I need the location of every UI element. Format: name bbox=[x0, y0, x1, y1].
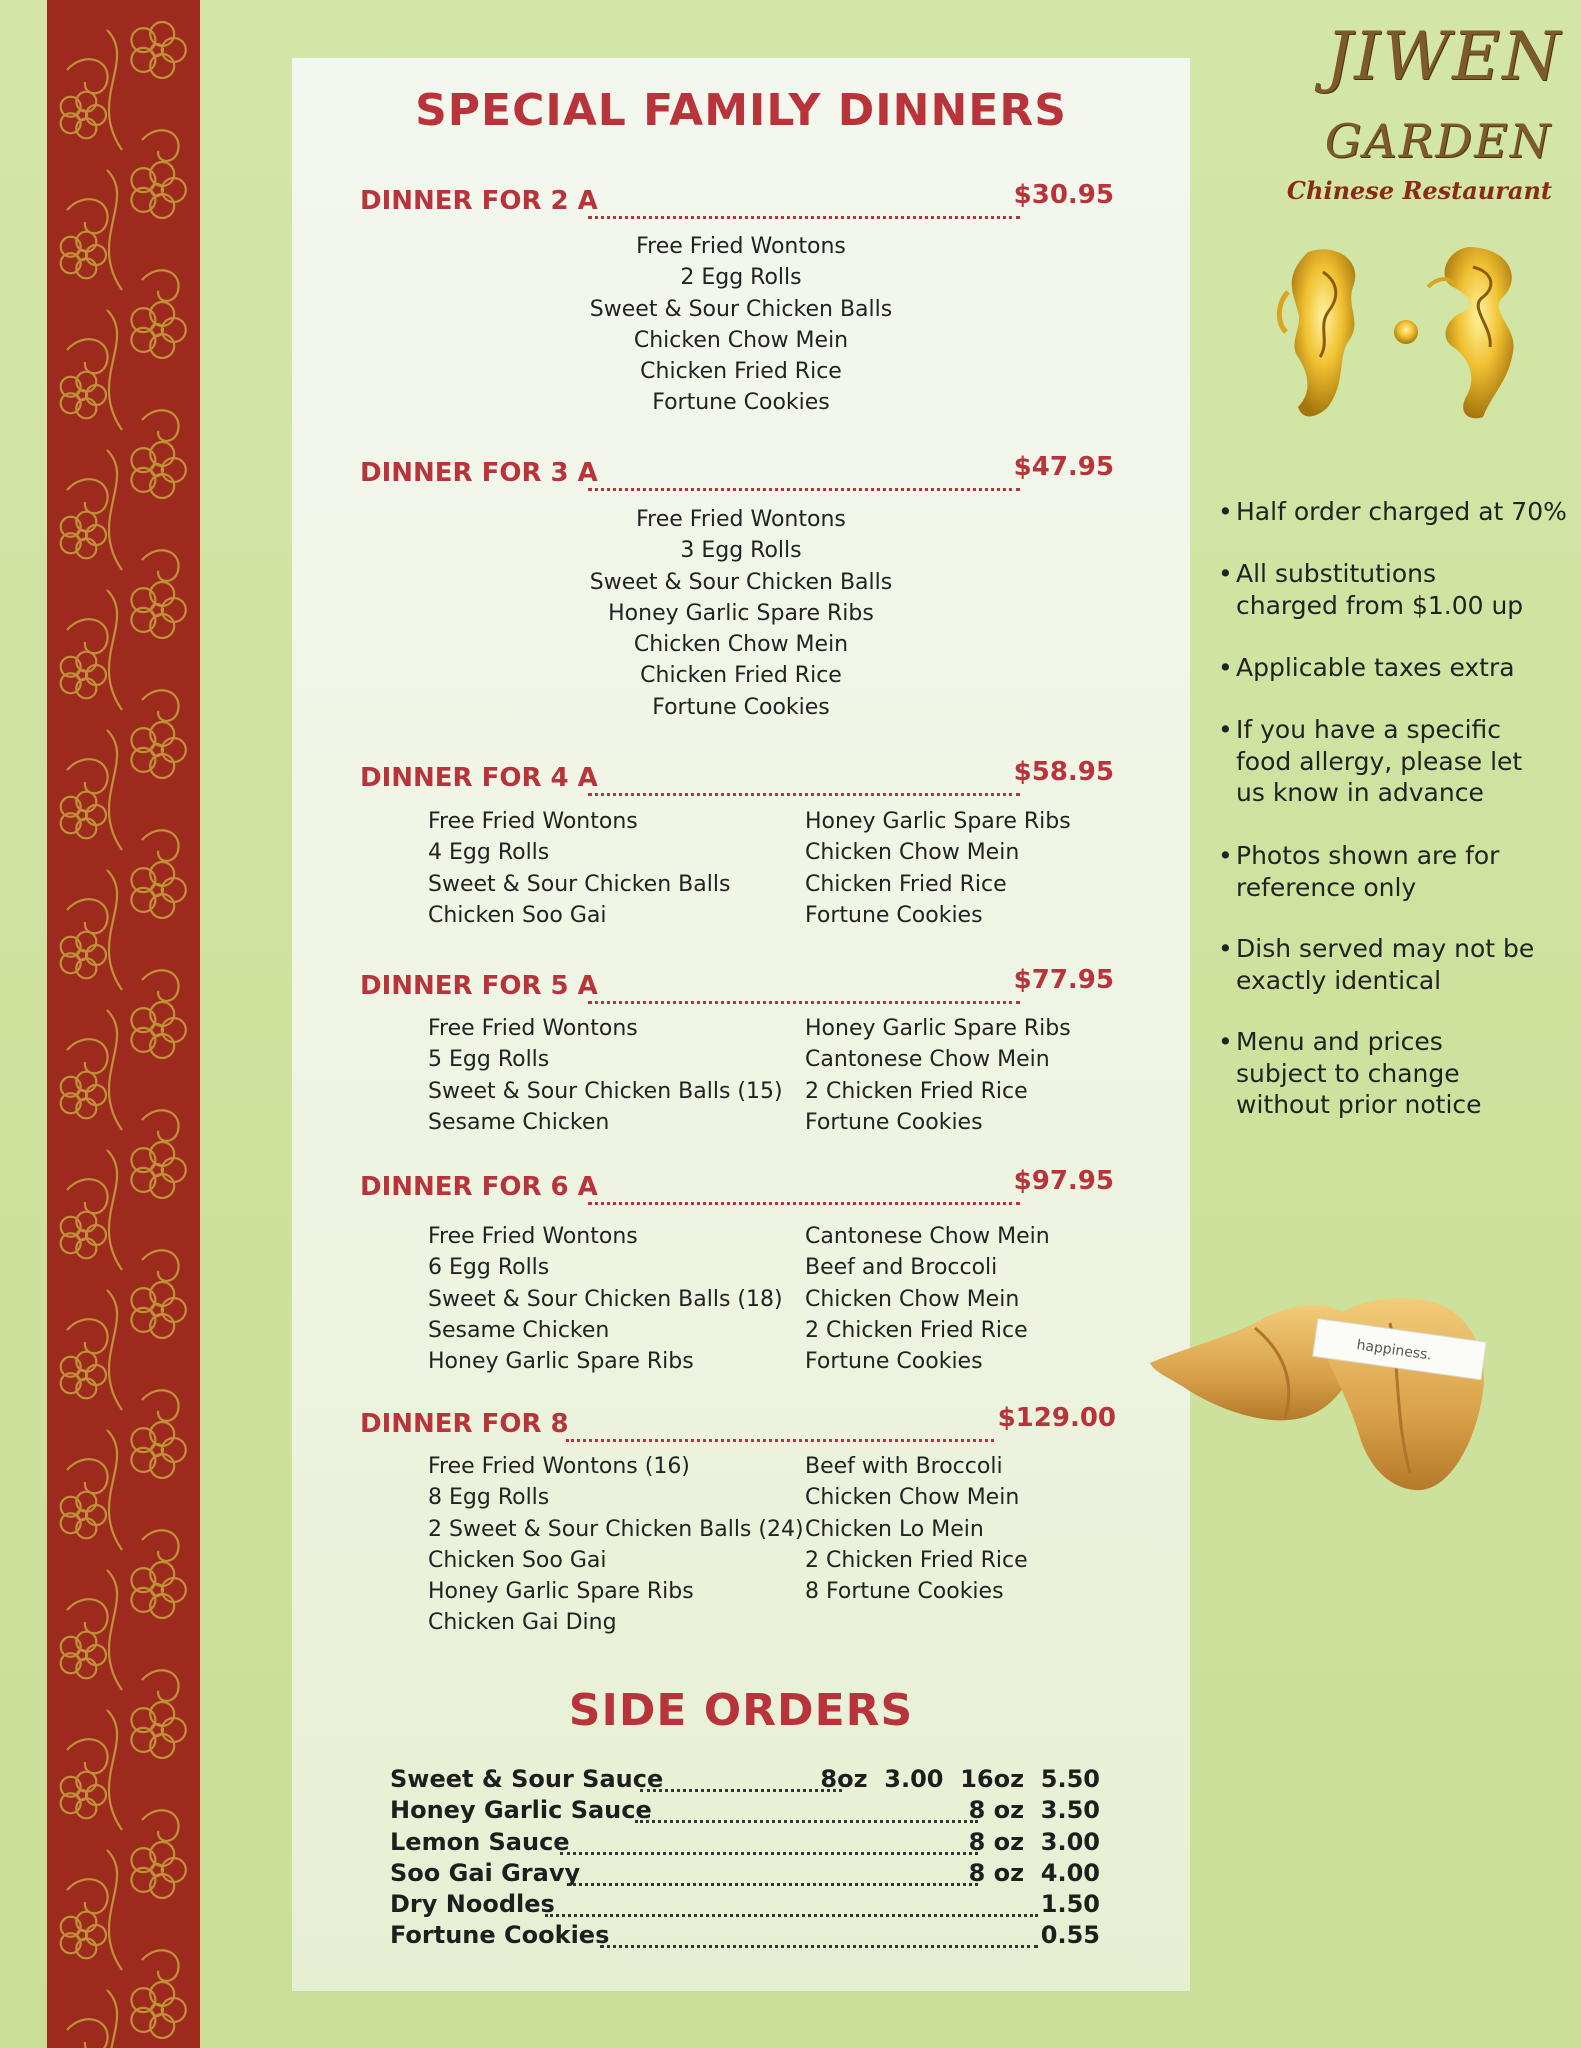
side-order-price: 0.55 bbox=[1040, 1921, 1100, 1950]
dinner-items-right bbox=[805, 806, 1071, 931]
list-item: Fortune Cookies bbox=[805, 902, 983, 928]
dinner-items bbox=[292, 231, 1190, 419]
note-text: Applicable taxes extra bbox=[1236, 653, 1515, 682]
dinner-name: DINNER FOR 4 A bbox=[360, 763, 598, 793]
list-item: Beef with Broccoli bbox=[805, 1454, 1003, 1479]
list-item: Sweet & Sour Chicken Balls (18) bbox=[428, 1286, 783, 1312]
list-item: Fortune Cookies bbox=[805, 1349, 983, 1375]
leader-dots bbox=[545, 1890, 1038, 1917]
dinner-items-right bbox=[805, 1013, 1071, 1138]
leader-dots bbox=[640, 1765, 842, 1792]
list-item: Chicken Fried Rice bbox=[640, 663, 842, 689]
note-item bbox=[1218, 652, 1576, 684]
list-item: Chicken Fried Rice bbox=[640, 359, 842, 385]
menu-panel bbox=[292, 58, 1190, 1991]
list-item: 8 Fortune Cookies bbox=[805, 1579, 1004, 1605]
dinner-name: DINNER FOR 8 bbox=[360, 1409, 569, 1439]
list-item: Cantonese Chow Mein bbox=[805, 1224, 1050, 1249]
fortune-cookies-icon bbox=[1145, 1268, 1545, 1498]
side-order-name: Lemon Sauce bbox=[390, 1827, 570, 1856]
note-text: Photos shown are for reference only bbox=[1236, 841, 1500, 902]
list-item: Sesame Chicken bbox=[428, 1109, 610, 1135]
list-item: Sesame Chicken bbox=[428, 1317, 610, 1343]
side-order-name: Soo Gai Gravy bbox=[390, 1858, 581, 1887]
dinner-header bbox=[360, 452, 1114, 492]
list-item: 5 Egg Rolls bbox=[428, 1047, 550, 1073]
note-item bbox=[1218, 933, 1536, 996]
dinner-price: $30.95 bbox=[1013, 180, 1114, 210]
list-item: 2 Egg Rolls bbox=[680, 265, 802, 291]
bullet-icon: • bbox=[1218, 715, 1233, 744]
dinner-header bbox=[360, 180, 1114, 220]
list-item: Chicken Lo Mein bbox=[805, 1516, 984, 1542]
cookie-slip-text: happiness. bbox=[1355, 1337, 1433, 1364]
list-item: Chicken Chow Mein bbox=[633, 632, 849, 658]
bullet-icon: • bbox=[1218, 934, 1233, 963]
side-order-name: Honey Garlic Sauce bbox=[390, 1796, 652, 1825]
leader-dots bbox=[635, 1796, 978, 1823]
side-order-price: 8 oz 3.50 bbox=[968, 1796, 1100, 1825]
leader-dots bbox=[588, 973, 1020, 1004]
dinner-price: $47.95 bbox=[1013, 452, 1114, 482]
side-order-row bbox=[390, 1859, 1100, 1890]
list-item: Chicken Soo Gai bbox=[428, 902, 607, 928]
list-item: Honey Garlic Spare Ribs bbox=[608, 600, 874, 626]
dinner-header bbox=[360, 757, 1114, 797]
brand-logo-line1: JIWEN bbox=[1325, 18, 1562, 95]
note-item bbox=[1218, 496, 1576, 528]
dinner-price: $77.95 bbox=[1013, 965, 1114, 995]
list-item: Sweet & Sour Chicken Balls bbox=[428, 871, 731, 897]
leader-dots bbox=[588, 460, 1020, 491]
leader-dots bbox=[588, 188, 1020, 219]
list-item: Honey Garlic Spare Ribs bbox=[805, 1016, 1071, 1041]
list-item: Chicken Chow Mein bbox=[633, 327, 849, 353]
dinner-price: $129.00 bbox=[997, 1403, 1116, 1433]
list-item: Free Fried Wontons bbox=[428, 1016, 638, 1041]
leader-dots bbox=[588, 765, 1020, 796]
side-order-row bbox=[390, 1828, 1100, 1859]
note-item bbox=[1218, 840, 1526, 903]
list-item: 2 Chicken Fried Rice bbox=[805, 1547, 1028, 1573]
list-item: 8 Egg Rolls bbox=[428, 1485, 550, 1511]
dinner-items-right bbox=[805, 1221, 1050, 1377]
side-order-name: Fortune Cookies bbox=[390, 1921, 610, 1950]
list-item: Chicken Soo Gai bbox=[428, 1547, 607, 1573]
dinner-items-left bbox=[428, 806, 730, 931]
note-text: Half order charged at 70% bbox=[1236, 497, 1567, 526]
bullet-icon: • bbox=[1218, 653, 1233, 682]
list-item: Fortune Cookies bbox=[652, 390, 830, 416]
list-item: Honey Garlic Spare Ribs bbox=[428, 1579, 694, 1605]
side-order-row bbox=[390, 1890, 1100, 1921]
dinner-name: DINNER FOR 5 A bbox=[360, 971, 598, 1001]
dinner-items-left bbox=[428, 1451, 804, 1639]
special-family-dinners-title: SPECIAL FAMILY DINNERS bbox=[415, 85, 1067, 136]
note-text: Dish served may not be exactly identical bbox=[1236, 934, 1535, 995]
list-item: Chicken Chow Mein bbox=[805, 840, 1020, 866]
dinner-header bbox=[360, 1403, 1116, 1443]
list-item: 2 Chicken Fried Rice bbox=[805, 1078, 1028, 1104]
side-orders-title: SIDE ORDERS bbox=[568, 1685, 914, 1736]
list-item: Chicken Gai Ding bbox=[428, 1610, 617, 1636]
list-item: Free Fried Wontons bbox=[636, 507, 846, 532]
side-order-name: Dry Noodles bbox=[390, 1890, 555, 1919]
side-order-name: Sweet & Sour Sauce bbox=[390, 1765, 664, 1793]
side-order-price: 8 oz 3.00 bbox=[968, 1827, 1100, 1856]
dinner-name: DINNER FOR 6 A bbox=[360, 1172, 598, 1202]
dragon-phoenix-icon bbox=[1268, 232, 1538, 432]
list-item: 4 Egg Rolls bbox=[428, 840, 550, 866]
list-item: Sweet & Sour Chicken Balls bbox=[589, 569, 893, 595]
leader-dots bbox=[600, 1921, 1038, 1948]
side-order-row bbox=[390, 1765, 1100, 1796]
bullet-icon: • bbox=[1218, 497, 1233, 526]
side-order-price: 1.50 bbox=[1040, 1890, 1100, 1919]
note-item bbox=[1218, 558, 1536, 621]
brand-logo-line2: GARDEN bbox=[1324, 114, 1552, 168]
list-item: Honey Garlic Spare Ribs bbox=[805, 809, 1071, 834]
brand-subtitle: Chinese Restaurant bbox=[1286, 176, 1552, 205]
floral-side-band bbox=[47, 0, 200, 2048]
dinner-header bbox=[360, 1166, 1114, 1206]
dinner-items-right bbox=[805, 1451, 1028, 1607]
dinner-price: $97.95 bbox=[1013, 1166, 1114, 1196]
list-item: Chicken Chow Mein bbox=[805, 1286, 1020, 1312]
list-item: Free Fried Wontons bbox=[428, 809, 638, 834]
list-item: Free Fried Wontons bbox=[636, 234, 846, 259]
list-item: Fortune Cookies bbox=[805, 1109, 983, 1135]
dinner-items bbox=[292, 504, 1190, 723]
leader-dots bbox=[566, 1411, 994, 1442]
leader-dots bbox=[568, 1859, 978, 1886]
dinner-name: DINNER FOR 2 A bbox=[360, 186, 598, 216]
bullet-icon: • bbox=[1218, 841, 1233, 870]
note-item bbox=[1218, 714, 1526, 809]
side-orders-list bbox=[390, 1765, 1100, 1953]
list-item: Chicken Chow Mein bbox=[805, 1485, 1020, 1511]
list-item: 2 Chicken Fried Rice bbox=[805, 1317, 1028, 1343]
side-order-row bbox=[390, 1921, 1100, 1952]
note-text: Menu and prices subject to change without prior notice bbox=[1236, 1027, 1482, 1119]
list-item: 3 Egg Rolls bbox=[680, 538, 802, 564]
list-item: Beef and Broccoli bbox=[805, 1255, 998, 1281]
list-item: Free Fried Wontons (16) bbox=[428, 1454, 690, 1479]
side-order-price: 8 oz 4.00 bbox=[968, 1858, 1100, 1887]
list-item: 6 Egg Rolls bbox=[428, 1255, 550, 1281]
leader-dots bbox=[560, 1828, 978, 1855]
bullet-icon: • bbox=[1218, 559, 1233, 588]
side-order-price: 8oz 3.00 16oz 5.50 bbox=[820, 1765, 1100, 1793]
bullet-icon: • bbox=[1218, 1027, 1233, 1056]
floral-pattern-icon bbox=[47, 0, 200, 2048]
list-item: Cantonese Chow Mein bbox=[805, 1047, 1050, 1073]
list-item: 2 Sweet & Sour Chicken Balls (24) bbox=[428, 1516, 804, 1542]
dinner-price: $58.95 bbox=[1013, 757, 1114, 787]
dinner-items-left bbox=[428, 1013, 783, 1138]
note-item bbox=[1218, 1026, 1536, 1121]
dinner-items-left bbox=[428, 1221, 783, 1377]
dinner-name: DINNER FOR 3 A bbox=[360, 458, 598, 488]
list-item: Honey Garlic Spare Ribs bbox=[428, 1349, 694, 1375]
list-item: Chicken Fried Rice bbox=[805, 871, 1007, 897]
note-text: All substitutions charged from $1.00 up bbox=[1236, 559, 1524, 620]
leader-dots bbox=[588, 1174, 1020, 1205]
list-item: Fortune Cookies bbox=[652, 694, 830, 720]
list-item: Free Fried Wontons bbox=[428, 1224, 638, 1249]
list-item: Sweet & Sour Chicken Balls bbox=[589, 296, 893, 322]
list-item: Sweet & Sour Chicken Balls (15) bbox=[428, 1078, 783, 1104]
side-order-row bbox=[390, 1796, 1100, 1827]
dinner-header bbox=[360, 965, 1114, 1005]
note-text: If you have a specific food allergy, please let us know in advance bbox=[1236, 715, 1523, 807]
